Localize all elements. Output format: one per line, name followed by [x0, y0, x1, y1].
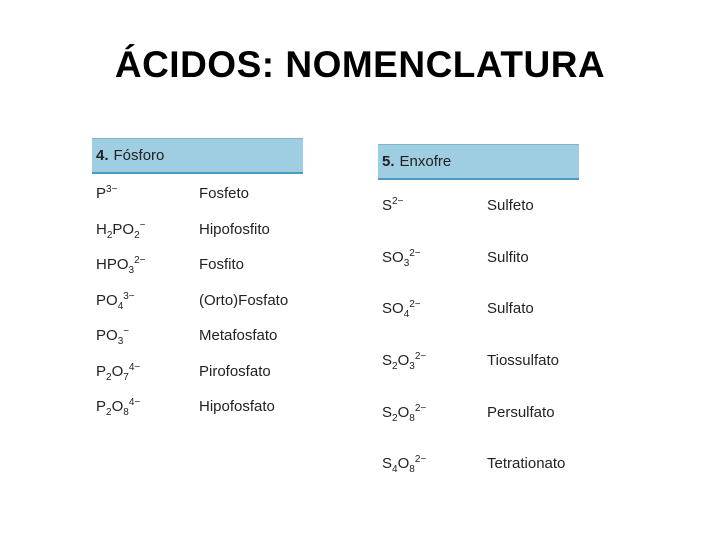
ion-name: Hipofosfato: [199, 398, 275, 416]
ion-formula: $SO_3^{2-}$: [382, 247, 421, 269]
phosphorus-table: [92, 138, 303, 425]
ion-formula: $S_2O_8^{2-}$: [382, 402, 427, 424]
ion-name: Hipofosfito: [199, 220, 270, 238]
ion-name: Tetrationato: [487, 455, 566, 473]
sulfur-section-label: Enxofre: [399, 153, 452, 170]
phosphorus-table-row: [92, 283, 303, 319]
ion-name: Tiossulfato: [487, 352, 559, 370]
phosphorus-table-row: [92, 354, 303, 390]
phosphorus-table-header: [92, 138, 303, 174]
sulfur-table: [378, 144, 579, 490]
ion-formula: $SO_4^{2-}$: [382, 299, 421, 321]
ion-formula: $P_2O_7^{4-}$: [96, 361, 141, 383]
sulfur-section-number: 5.: [382, 153, 395, 170]
phosphorus-table-row: [92, 389, 303, 425]
sulfur-table-header: [378, 144, 579, 180]
phosphorus-section-label: Fósforo: [113, 147, 165, 164]
ion-formula: $S_2O_3^{2-}$: [382, 351, 427, 373]
ion-name: Sulfito: [487, 248, 529, 266]
phosphorus-table-row: [92, 318, 303, 354]
slide-title: ÁCIDOS: NOMENCLATURA: [114, 44, 606, 85]
phosphorus-rows: [92, 176, 303, 425]
sulfur-rows: [378, 180, 579, 490]
phosphorus-table-row: [92, 247, 303, 283]
sulfur-table-row: [378, 180, 579, 232]
ion-name: Sulfeto: [487, 197, 534, 215]
ion-formula: $S^{2-}$: [382, 196, 404, 215]
ion-name: (Orto)Fosfato: [199, 291, 289, 309]
ion-name: Pirofosfato: [199, 362, 271, 380]
ion-formula: $PO_4^{3-}$: [96, 290, 135, 312]
sulfur-table-row: [378, 386, 579, 438]
ion-formula: $PO_3^-$: [96, 326, 130, 348]
ion-name: Fosfeto: [199, 185, 250, 203]
phosphorus-table-row: [92, 212, 303, 248]
ion-formula: $P^{3-}$: [96, 184, 118, 203]
ion-name: Fosfito: [199, 256, 245, 274]
ion-name: Metafosfato: [199, 327, 278, 345]
sulfur-table-row: [378, 232, 579, 284]
ion-formula: $S_4O_8^{2-}$: [382, 454, 427, 476]
ion-name: Sulfato: [487, 300, 534, 318]
ion-formula: $HPO_3^{2-}$: [96, 255, 146, 277]
phosphorus-table-row: [92, 176, 303, 212]
ion-formula: $H_2PO_2^-$: [96, 219, 146, 241]
sulfur-table-row: [378, 438, 579, 490]
sulfur-table-row: [378, 335, 579, 387]
sulfur-table-row: [378, 283, 579, 335]
phosphorus-section-number: 4.: [96, 147, 109, 164]
ion-name: Persulfato: [487, 403, 555, 421]
ion-formula: $P_2O_8^{4-}$: [96, 397, 141, 419]
